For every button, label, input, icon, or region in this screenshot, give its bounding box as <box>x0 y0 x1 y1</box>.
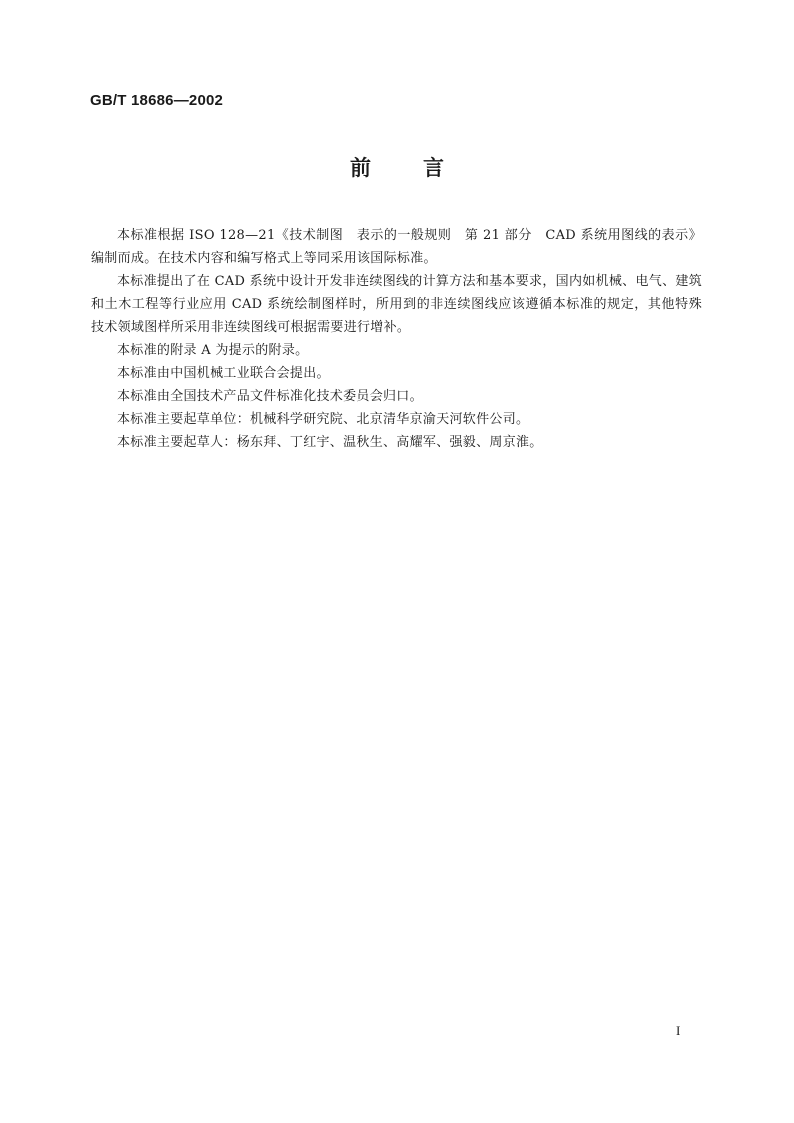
title-char-1: 前 <box>350 156 371 180</box>
paragraph-basis: 本标准根据 ISO 128—21《技术制图 表示的一般规则 第 21 部分 CAD 系统用图线的表示》编制而成。在技术内容和编写格式上等同采用该国际标准。 <box>91 228 702 266</box>
paragraph-annex: 本标准的附录 A 为提示的附录。 <box>117 343 309 358</box>
page-title <box>0 152 794 182</box>
paragraph-scope: 本标准提出了在 CAD 系统中设计开发非连续图线的计算方法和基本要求，国内如机械、电气、建筑和土木工程等行业应用 CAD 系统绘制图样时，所用到的非连续图线应该遵循本标准的规定，其他特殊技术领域图样所采用非连续图线可根据需要进行增补。 <box>91 274 702 335</box>
standard-code: GB/T 18686—2002 <box>90 92 224 109</box>
paragraph-proposer: 本标准由中国机械工业联合会提出。 <box>117 366 330 381</box>
page-number: I <box>676 1023 681 1038</box>
foreword-body <box>91 224 702 454</box>
paragraph-drafting-units: 本标准主要起草单位：机械科学研究院、北京清华京渝天河软件公司。 <box>117 412 530 427</box>
title-char-2: 言 <box>423 156 444 180</box>
paragraph-drafters: 本标准主要起草人：杨东拜、丁红宇、温秋生、高耀军、强毅、周京淮。 <box>117 435 543 450</box>
paragraph-committee: 本标准由全国技术产品文件标准化技术委员会归口。 <box>117 389 423 404</box>
